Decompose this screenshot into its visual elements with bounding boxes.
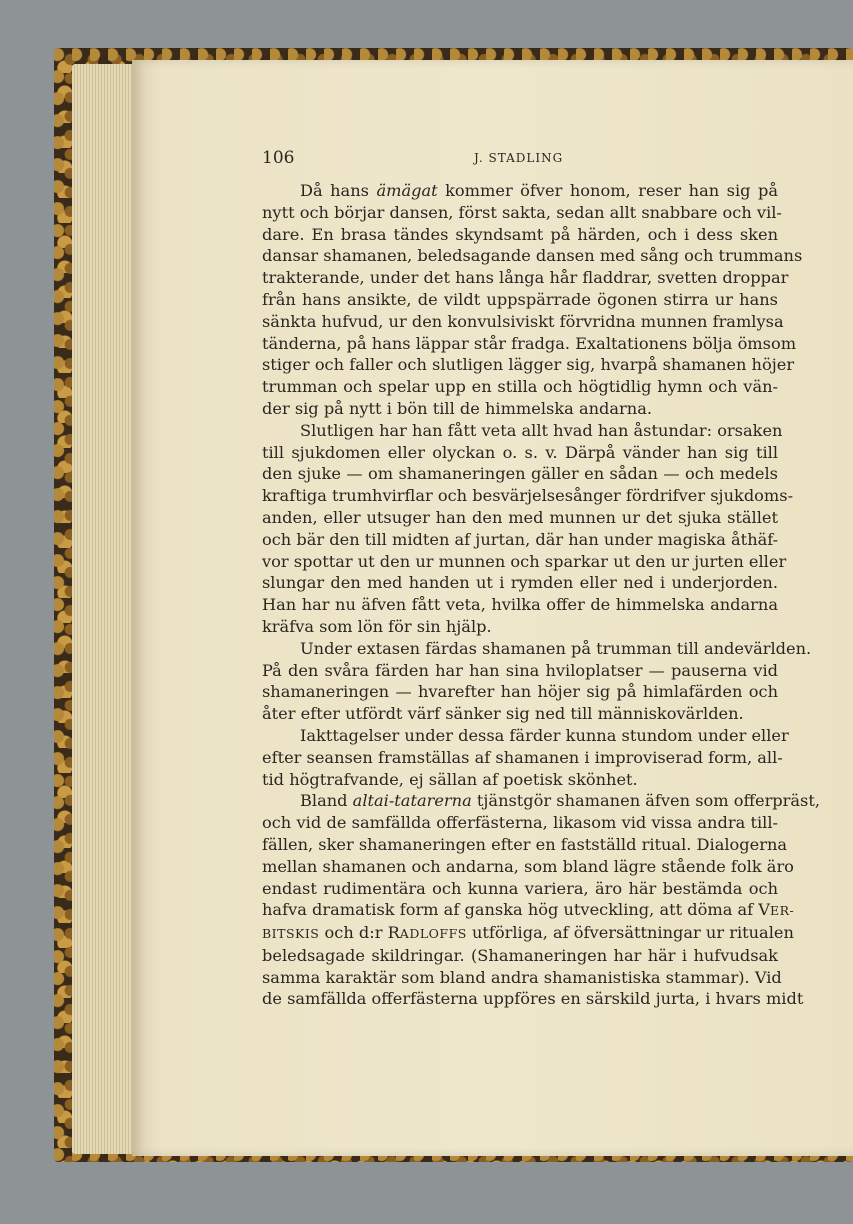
text-line: BITSKIS och d:r RADLOFFS utförliga, af öfversättningar ur ritualen <box>262 923 794 943</box>
text-line: dare. En brasa tändes skyndsamt på härden, och i dess sken <box>262 224 778 244</box>
text-line: och vid de samfällda offerfästerna, likasom vid vissa andra till- <box>262 813 778 833</box>
text-line: tänderna, på hans läppar står fradga. Exaltationens bölja ömsom <box>262 333 797 353</box>
text-line: Då hans ämägat kommer öfver honom, reser han sig på <box>300 181 778 200</box>
text-line: Slutligen har han fått veta allt hvad han åstundar: orsaken <box>300 420 783 440</box>
text-line: Iakttagelser under dessa färder kunna stundom under eller <box>300 725 789 745</box>
italic-text: altai-tatarerna <box>352 791 472 811</box>
body-text <box>262 180 821 1010</box>
text-line: endast rudimentära och kunna variera, äro här bestämda och <box>262 878 778 898</box>
text-line: shamaneringen — hvarefter han höjer sig på himlafärden och <box>262 682 778 702</box>
text-line: Han har nu äfven fått veta, hvilka offer de himmelska andarna <box>262 595 778 615</box>
page-number: 106 <box>262 148 295 168</box>
text-line: hafva dramatisk form af ganska hög utveckling, att döma af VER- <box>262 900 795 920</box>
text-line: dansar shamanen, beledsagande dansen med sång och trummans <box>262 246 803 266</box>
text-line: och bär den till midten af jurtan, där han under magiska åthäf- <box>262 529 779 549</box>
running-head: J. STADLING <box>474 151 564 165</box>
text-line: trumman och spelar upp en stilla och högtidlig hymn och vän- <box>262 377 778 397</box>
text-line: sänkta hufvud, ur den konvulsiviskt förvridna munnen framlysa <box>262 311 784 331</box>
italic-text: ämägat <box>376 181 438 200</box>
text-line: trakterande, under det hans långa hår fladdrar, svetten droppar <box>262 268 789 288</box>
text-line: åter efter utfördt värf sänker sig ned till människovärlden. <box>262 704 744 724</box>
text-line: fällen, sker shamaneringen efter en fastställd ritual. Dialogerna <box>262 834 788 854</box>
text-line: kraftiga trumhvirflar och besvärjelsesånger fördrifver sjukdoms- <box>262 486 794 506</box>
text-line: stiger och faller och slutligen lägger sig, hvarpå shamanen höjer <box>262 355 795 375</box>
text-line: till sjukdomen eller olyckan o. s. v. Därpå vänder han sig till <box>262 442 778 462</box>
text-line: vor spottar ut den ur munnen och sparkar ut den ur jurten eller <box>262 551 787 571</box>
text-line: samma karaktär som bland andra shamanistiska stammar). Vid <box>262 967 782 987</box>
small-caps-text: ER- <box>770 903 795 919</box>
text-line: efter seansen framställas af shamanen i improviserad form, all- <box>262 747 783 767</box>
text-line: mellan shamanen och andarna, som bland lägre stående folk äro <box>262 856 794 876</box>
text-line: från hans ansikte, de vildt uppspärrade ögonen stirra ur hans <box>262 289 778 309</box>
text-line: den sjuke — om shamaneringen gäller en sådan — och medels <box>262 464 778 484</box>
text-line: slungar den med handen ut i rymden eller ned i underjorden. <box>262 573 778 593</box>
text-line: Under extasen färdas shamanen på trumman till andevärlden. <box>300 638 812 658</box>
text-line: Bland altai-tatarerna tjänstgör shamanen äfven som offerpräst, <box>300 791 821 811</box>
text-line: anden, eller utsuger han den med munnen ur det sjuka stället <box>262 507 778 527</box>
text-line: nytt och börjar dansen, först sakta, sedan allt snabbare och vil- <box>262 202 782 222</box>
text-line: På den svåra färden har han sina hviloplatser — pauserna vid <box>262 660 778 680</box>
small-caps-text: ADLOFFS <box>399 926 467 942</box>
text-line: der sig på nytt i bön till de himmelska andarna. <box>262 398 652 418</box>
small-caps-text: BITSKIS <box>262 926 320 942</box>
text-line: beledsagade skildringar. (Shamaneringen har här i hufvudsak <box>262 945 778 965</box>
text-line: tid högtrafvande, ej sällan af poetisk skönhet. <box>262 769 638 789</box>
text-line: kräfva som lön för sin hjälp. <box>262 616 492 636</box>
page-header <box>262 148 782 170</box>
text-line: de samfällda offerfästerna uppföres en särskild jurta, i hvars midt <box>262 989 804 1009</box>
